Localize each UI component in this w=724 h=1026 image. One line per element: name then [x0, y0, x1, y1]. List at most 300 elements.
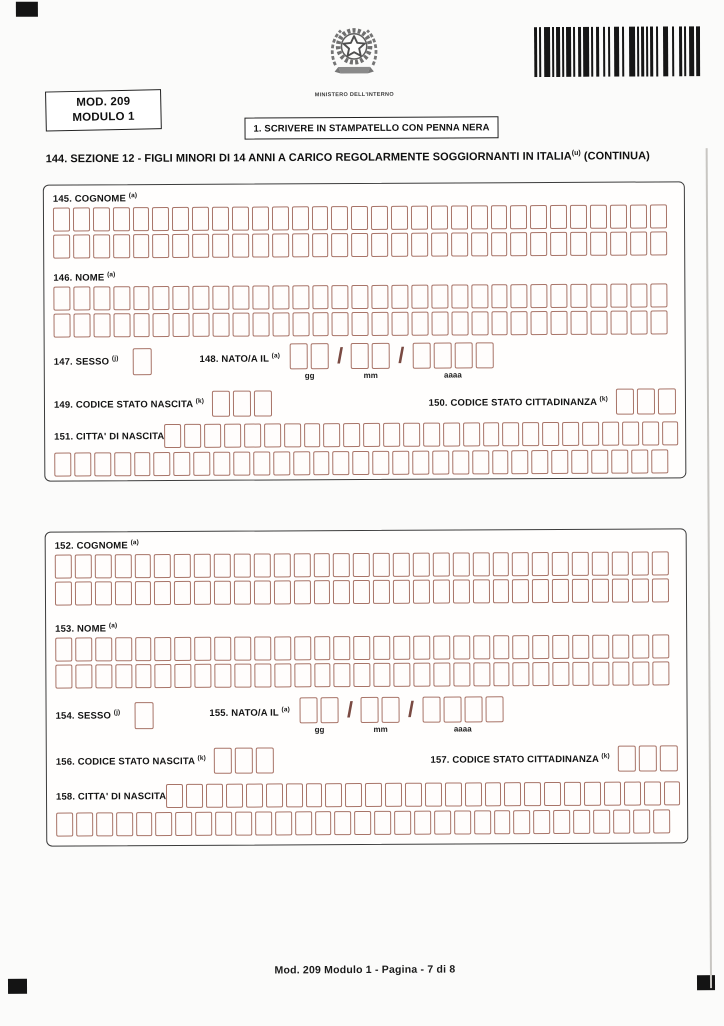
char-box[interactable] [115, 581, 132, 605]
codice-cittadinanza-boxes[interactable] [616, 389, 676, 415]
char-box[interactable] [483, 423, 500, 447]
char-box[interactable] [115, 665, 132, 689]
char-box[interactable] [233, 452, 250, 476]
char-box[interactable] [292, 206, 309, 230]
char-box[interactable] [653, 810, 670, 834]
char-box[interactable] [630, 205, 647, 229]
char-box[interactable] [274, 581, 291, 605]
char-box[interactable] [652, 662, 669, 686]
char-box[interactable] [312, 312, 329, 336]
char-box[interactable] [212, 286, 229, 310]
char-box[interactable] [361, 697, 379, 723]
codice-nascita-boxes[interactable] [214, 748, 274, 774]
char-box[interactable] [153, 313, 170, 337]
char-box[interactable] [663, 782, 680, 806]
char-box[interactable] [371, 206, 388, 230]
char-box[interactable] [226, 784, 243, 808]
char-box[interactable] [650, 205, 667, 229]
char-box[interactable] [194, 637, 211, 661]
char-box[interactable] [95, 554, 112, 578]
char-box[interactable] [445, 783, 462, 807]
char-box[interactable] [292, 233, 309, 257]
citta-row-1[interactable] [164, 422, 678, 449]
char-box[interactable] [434, 811, 451, 835]
char-box[interactable] [155, 637, 172, 661]
char-box[interactable] [153, 286, 170, 310]
nome-row-2[interactable] [53, 311, 675, 338]
sesso-box[interactable] [132, 348, 151, 375]
char-box[interactable] [571, 450, 588, 474]
char-box[interactable] [471, 312, 488, 336]
char-box[interactable] [612, 579, 629, 603]
char-box[interactable] [274, 554, 291, 578]
char-box[interactable] [332, 312, 349, 336]
char-box[interactable] [532, 450, 549, 474]
char-box[interactable] [274, 637, 291, 661]
char-box[interactable] [454, 343, 472, 369]
char-box[interactable] [155, 664, 172, 688]
char-box[interactable] [93, 314, 110, 338]
char-box[interactable] [512, 552, 529, 576]
char-box[interactable] [644, 782, 661, 806]
char-box[interactable] [630, 311, 647, 335]
char-box[interactable] [551, 450, 568, 474]
char-box[interactable] [293, 452, 310, 476]
char-box[interactable] [195, 664, 212, 688]
char-box[interactable] [533, 810, 550, 834]
char-box[interactable] [492, 579, 509, 603]
char-box[interactable] [55, 582, 72, 606]
char-box[interactable] [372, 285, 389, 309]
char-box[interactable] [475, 343, 493, 369]
char-box[interactable] [156, 812, 173, 836]
char-box[interactable] [453, 636, 470, 660]
char-box[interactable] [494, 811, 511, 835]
char-box[interactable] [592, 552, 609, 576]
char-box[interactable] [135, 637, 152, 661]
char-box[interactable] [562, 422, 579, 446]
char-box[interactable] [431, 233, 448, 257]
char-box[interactable] [425, 783, 442, 807]
char-box[interactable] [451, 206, 468, 230]
nome-row-1[interactable] [55, 635, 677, 662]
char-box[interactable] [553, 810, 570, 834]
char-box[interactable] [232, 234, 249, 258]
char-box[interactable] [532, 552, 549, 576]
char-box[interactable] [584, 782, 601, 806]
char-box[interactable] [75, 638, 92, 662]
char-box[interactable] [213, 452, 230, 476]
char-box[interactable] [582, 422, 599, 446]
char-box[interactable] [235, 748, 253, 774]
char-box[interactable] [385, 783, 402, 807]
char-box[interactable] [443, 697, 461, 723]
char-box[interactable] [650, 232, 667, 256]
char-box[interactable] [512, 579, 529, 603]
char-box[interactable] [214, 581, 231, 605]
char-box[interactable] [186, 784, 203, 808]
char-box[interactable] [272, 207, 289, 231]
char-box[interactable] [413, 553, 430, 577]
char-box[interactable] [352, 312, 369, 336]
char-box[interactable] [394, 811, 411, 835]
char-box[interactable] [465, 783, 482, 807]
char-box[interactable] [493, 636, 510, 660]
char-box[interactable] [392, 312, 409, 336]
char-box[interactable] [492, 552, 509, 576]
char-box[interactable] [313, 451, 330, 475]
char-box[interactable] [154, 554, 171, 578]
char-box[interactable] [153, 234, 170, 258]
char-box[interactable] [315, 811, 332, 835]
char-box[interactable] [433, 343, 451, 369]
char-box[interactable] [590, 205, 607, 229]
char-box[interactable] [464, 697, 482, 723]
char-box[interactable] [374, 811, 391, 835]
char-box[interactable] [393, 553, 410, 577]
char-box[interactable] [174, 554, 191, 578]
char-box[interactable] [114, 554, 131, 578]
char-box[interactable] [193, 286, 210, 310]
char-box[interactable] [252, 234, 269, 258]
char-box[interactable] [393, 663, 410, 687]
char-box[interactable] [373, 580, 390, 604]
char-box[interactable] [354, 636, 371, 660]
char-box[interactable] [193, 313, 210, 337]
char-box[interactable] [511, 284, 528, 308]
char-box[interactable] [651, 552, 668, 576]
char-box[interactable] [113, 287, 130, 311]
char-box[interactable] [412, 343, 430, 369]
char-box[interactable] [452, 451, 469, 475]
char-box[interactable] [235, 812, 252, 836]
char-box[interactable] [412, 312, 429, 336]
char-box[interactable] [133, 313, 150, 337]
char-box[interactable] [633, 810, 650, 834]
char-box[interactable] [650, 311, 667, 335]
codice-nascita-boxes[interactable] [212, 391, 272, 417]
char-box[interactable] [443, 423, 460, 447]
char-box[interactable] [73, 287, 90, 311]
char-box[interactable] [531, 284, 548, 308]
char-box[interactable] [472, 451, 489, 475]
char-box[interactable] [372, 312, 389, 336]
cognome-row-2[interactable] [53, 232, 675, 259]
date-day-boxes[interactable] [300, 697, 339, 723]
char-box[interactable] [431, 312, 448, 336]
char-box[interactable] [544, 782, 561, 806]
char-box[interactable] [95, 665, 112, 689]
char-box[interactable] [413, 580, 430, 604]
char-box[interactable] [553, 662, 570, 686]
date-year-boxes[interactable] [422, 697, 503, 723]
char-box[interactable] [313, 580, 330, 604]
char-box[interactable] [275, 812, 292, 836]
char-box[interactable] [612, 552, 629, 576]
char-box[interactable] [206, 784, 223, 808]
char-box[interactable] [391, 233, 408, 257]
char-box[interactable] [173, 313, 190, 337]
char-box[interactable] [136, 812, 153, 836]
char-box[interactable] [94, 453, 111, 477]
char-box[interactable] [463, 423, 480, 447]
char-box[interactable] [533, 662, 550, 686]
char-box[interactable] [164, 424, 181, 448]
char-box[interactable] [471, 232, 488, 256]
char-box[interactable] [616, 389, 634, 415]
char-box[interactable] [313, 553, 330, 577]
char-box[interactable] [252, 207, 269, 231]
char-box[interactable] [192, 234, 209, 258]
cognome-row-2[interactable] [55, 579, 677, 606]
char-box[interactable] [273, 452, 290, 476]
char-box[interactable] [255, 812, 272, 836]
char-box[interactable] [472, 552, 489, 576]
char-box[interactable] [373, 636, 390, 660]
char-box[interactable] [214, 637, 231, 661]
char-box[interactable] [642, 422, 659, 446]
char-box[interactable] [491, 285, 508, 309]
char-box[interactable] [172, 207, 189, 231]
char-box[interactable] [194, 554, 211, 578]
char-box[interactable] [491, 312, 508, 336]
char-box[interactable] [453, 553, 470, 577]
char-box[interactable] [591, 311, 608, 335]
char-box[interactable] [173, 286, 190, 310]
char-box[interactable] [652, 635, 669, 659]
char-box[interactable] [572, 579, 589, 603]
char-box[interactable] [333, 580, 350, 604]
char-box[interactable] [333, 451, 350, 475]
char-box[interactable] [658, 389, 676, 415]
char-box[interactable] [331, 206, 348, 230]
char-box[interactable] [212, 207, 229, 231]
date-month-boxes[interactable] [351, 343, 390, 369]
char-box[interactable] [632, 635, 649, 659]
char-box[interactable] [224, 424, 241, 448]
char-box[interactable] [53, 287, 70, 311]
char-box[interactable] [432, 451, 449, 475]
char-box[interactable] [365, 783, 382, 807]
char-box[interactable] [304, 424, 321, 448]
char-box[interactable] [76, 813, 93, 837]
char-box[interactable] [630, 232, 647, 256]
char-box[interactable] [611, 450, 628, 474]
char-box[interactable] [212, 391, 230, 417]
char-box[interactable] [372, 451, 389, 475]
citta-row-1[interactable] [166, 782, 680, 809]
char-box[interactable] [195, 812, 212, 836]
char-box[interactable] [351, 206, 368, 230]
char-box[interactable] [96, 813, 113, 837]
char-box[interactable] [353, 451, 370, 475]
char-box[interactable] [354, 663, 371, 687]
char-box[interactable] [572, 662, 589, 686]
char-box[interactable] [431, 206, 448, 230]
date-year-boxes[interactable] [412, 343, 493, 369]
char-box[interactable] [414, 811, 431, 835]
char-box[interactable] [552, 635, 569, 659]
char-box[interactable] [332, 285, 349, 309]
char-box[interactable] [572, 635, 589, 659]
char-box[interactable] [113, 234, 130, 258]
char-box[interactable] [213, 313, 230, 337]
char-box[interactable] [295, 812, 312, 836]
char-box[interactable] [246, 784, 263, 808]
char-box[interactable] [93, 207, 110, 231]
char-box[interactable] [234, 581, 251, 605]
char-box[interactable] [454, 811, 471, 835]
char-box[interactable] [115, 638, 132, 662]
char-box[interactable] [334, 663, 351, 687]
char-box[interactable] [612, 662, 629, 686]
char-box[interactable] [453, 663, 470, 687]
char-box[interactable] [632, 552, 649, 576]
char-box[interactable] [610, 311, 627, 335]
char-box[interactable] [215, 812, 232, 836]
char-box[interactable] [433, 580, 450, 604]
char-box[interactable] [204, 424, 221, 448]
char-box[interactable] [174, 581, 191, 605]
char-box[interactable] [343, 423, 360, 447]
char-box[interactable] [75, 665, 92, 689]
char-box[interactable] [612, 635, 629, 659]
char-box[interactable] [53, 235, 70, 259]
char-box[interactable] [134, 452, 151, 476]
char-box[interactable] [54, 453, 71, 477]
char-box[interactable] [274, 664, 291, 688]
char-box[interactable] [175, 637, 192, 661]
char-box[interactable] [542, 422, 559, 446]
char-box[interactable] [473, 663, 490, 687]
char-box[interactable] [290, 344, 308, 370]
char-box[interactable] [374, 663, 391, 687]
char-box[interactable] [55, 555, 72, 579]
char-box[interactable] [252, 313, 269, 337]
char-box[interactable] [412, 451, 429, 475]
char-box[interactable] [411, 206, 428, 230]
char-box[interactable] [232, 286, 249, 310]
char-box[interactable] [433, 553, 450, 577]
char-box[interactable] [294, 637, 311, 661]
char-box[interactable] [55, 638, 72, 662]
char-box[interactable] [214, 664, 231, 688]
char-box[interactable] [422, 697, 440, 723]
citta-row-2[interactable] [54, 450, 676, 477]
char-box[interactable] [571, 284, 588, 308]
char-box[interactable] [570, 205, 587, 229]
char-box[interactable] [592, 635, 609, 659]
char-box[interactable] [491, 205, 508, 229]
char-box[interactable] [651, 450, 668, 474]
char-box[interactable] [184, 424, 201, 448]
char-box[interactable] [272, 234, 289, 258]
char-box[interactable] [531, 311, 548, 335]
char-box[interactable] [637, 389, 655, 415]
char-box[interactable] [300, 698, 318, 724]
char-box[interactable] [212, 234, 229, 258]
char-box[interactable] [53, 314, 70, 338]
char-box[interactable] [383, 423, 400, 447]
char-box[interactable] [314, 636, 331, 660]
char-box[interactable] [351, 343, 369, 369]
char-box[interactable] [510, 205, 527, 229]
char-box[interactable] [403, 423, 420, 447]
char-box[interactable] [353, 553, 370, 577]
char-box[interactable] [95, 581, 112, 605]
char-box[interactable] [474, 811, 491, 835]
char-box[interactable] [134, 554, 151, 578]
char-box[interactable] [73, 208, 90, 232]
char-box[interactable] [590, 232, 607, 256]
char-box[interactable] [154, 452, 171, 476]
char-box[interactable] [194, 581, 211, 605]
char-box[interactable] [530, 205, 547, 229]
char-box[interactable] [254, 554, 271, 578]
char-box[interactable] [74, 453, 91, 477]
char-box[interactable] [551, 284, 568, 308]
char-box[interactable] [353, 580, 370, 604]
char-box[interactable] [631, 450, 648, 474]
char-box[interactable] [630, 284, 647, 308]
char-box[interactable] [113, 207, 130, 231]
char-box[interactable] [590, 284, 607, 308]
char-box[interactable] [571, 311, 588, 335]
char-box[interactable] [154, 581, 171, 605]
char-box[interactable] [610, 284, 627, 308]
char-box[interactable] [56, 813, 73, 837]
char-box[interactable] [311, 343, 329, 369]
char-box[interactable] [433, 663, 450, 687]
char-box[interactable] [413, 663, 430, 687]
char-box[interactable] [592, 579, 609, 603]
char-box[interactable] [604, 782, 621, 806]
char-box[interactable] [312, 233, 329, 257]
char-box[interactable] [272, 286, 289, 310]
char-box[interactable] [484, 783, 501, 807]
date-month-boxes[interactable] [361, 697, 400, 723]
char-box[interactable] [73, 235, 90, 259]
char-box[interactable] [254, 391, 272, 417]
char-box[interactable] [314, 663, 331, 687]
char-box[interactable] [113, 314, 130, 338]
char-box[interactable] [286, 784, 303, 808]
codice-cittadinanza-boxes[interactable] [618, 746, 678, 772]
char-box[interactable] [564, 782, 581, 806]
char-box[interactable] [473, 579, 490, 603]
char-box[interactable] [266, 784, 283, 808]
char-box[interactable] [393, 636, 410, 660]
char-box[interactable] [451, 233, 468, 257]
char-box[interactable] [333, 553, 350, 577]
char-box[interactable] [411, 233, 428, 257]
char-box[interactable] [174, 452, 191, 476]
char-box[interactable] [433, 636, 450, 660]
char-box[interactable] [284, 424, 301, 448]
char-box[interactable] [363, 423, 380, 447]
char-box[interactable] [624, 782, 641, 806]
char-box[interactable] [252, 286, 269, 310]
char-box[interactable] [493, 663, 510, 687]
char-box[interactable] [511, 311, 528, 335]
char-box[interactable] [214, 554, 231, 578]
char-box[interactable] [323, 423, 340, 447]
char-box[interactable] [552, 552, 569, 576]
char-box[interactable] [650, 284, 667, 308]
char-box[interactable] [572, 552, 589, 576]
char-box[interactable] [405, 783, 422, 807]
char-box[interactable] [75, 582, 92, 606]
